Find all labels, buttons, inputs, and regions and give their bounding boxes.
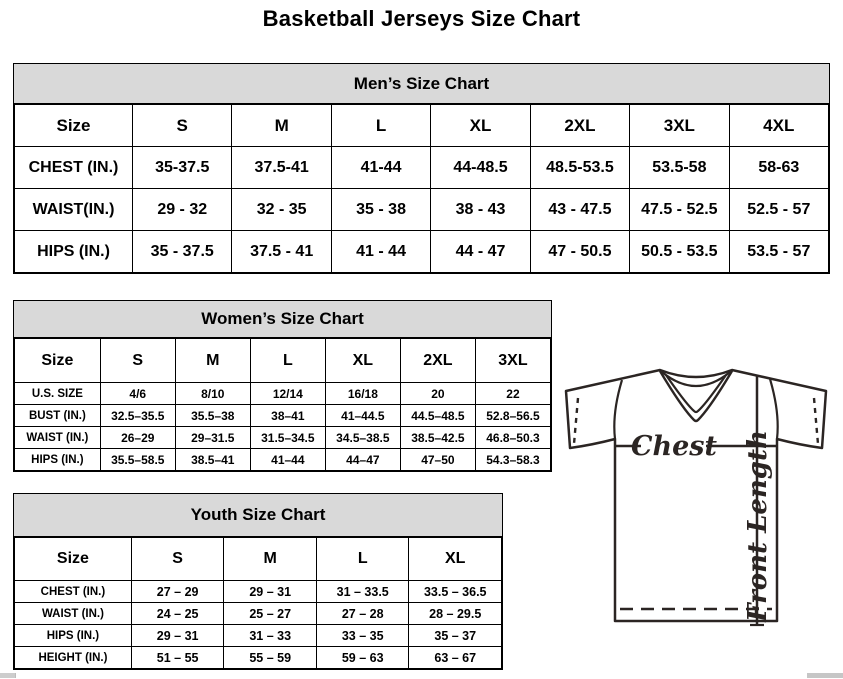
mens-chart-title: Men’s Size Chart — [14, 64, 829, 104]
value-cell: 35 – 37 — [409, 625, 502, 647]
value-cell: 48.5-53.5 — [530, 147, 629, 189]
row-label-cell: CHEST (IN.) — [15, 581, 132, 603]
value-cell: 12/14 — [250, 383, 325, 405]
row-label-cell: WAIST (IN.) — [15, 603, 132, 625]
value-cell: 35-37.5 — [133, 147, 232, 189]
value-cell: 44.5–48.5 — [400, 405, 475, 427]
value-cell: 26–29 — [100, 427, 175, 449]
horizontal-scrollbar-left-fragment[interactable] — [0, 673, 16, 678]
value-cell: 53.5 - 57 — [729, 231, 828, 273]
table-row — [15, 231, 829, 273]
value-cell: 33 – 35 — [316, 625, 409, 647]
value-cell: 47 - 50.5 — [530, 231, 629, 273]
table-row — [15, 405, 551, 427]
value-cell: 44 - 47 — [431, 231, 530, 273]
womens-chart-title: Women’s Size Chart — [14, 301, 551, 338]
size-column-header: 3XL — [475, 339, 550, 383]
page-title: Basketball Jerseys Size Chart — [262, 6, 581, 31]
value-cell: 38–41 — [250, 405, 325, 427]
value-cell: 54.3–58.3 — [475, 449, 550, 471]
value-cell: 41-44 — [331, 147, 430, 189]
mens-size-table — [14, 104, 829, 273]
value-cell: 16/18 — [325, 383, 400, 405]
table-row — [15, 189, 829, 231]
row-label-cell: CHEST (IN.) — [15, 147, 133, 189]
value-cell: 35 - 37.5 — [133, 231, 232, 273]
value-cell: 31 – 33 — [224, 625, 317, 647]
value-cell: 38.5–42.5 — [400, 427, 475, 449]
row-label-cell: BUST (IN.) — [15, 405, 101, 427]
value-cell: 41–44 — [250, 449, 325, 471]
value-cell: 46.8–50.3 — [475, 427, 550, 449]
value-cell: 41 - 44 — [331, 231, 430, 273]
value-cell: 35.5–58.5 — [100, 449, 175, 471]
value-cell: 47.5 - 52.5 — [630, 189, 729, 231]
table-row — [15, 603, 502, 625]
size-label-header: Size — [15, 105, 133, 147]
size-column-header: S — [131, 538, 224, 581]
value-cell: 59 – 63 — [316, 647, 409, 669]
size-column-header: 2XL — [400, 339, 475, 383]
womens-size-table — [14, 338, 551, 471]
value-cell: 35.5–38 — [175, 405, 250, 427]
table-row — [15, 449, 551, 471]
jersey-measurement-diagram — [556, 358, 836, 638]
size-column-header: L — [316, 538, 409, 581]
value-cell: 27 – 29 — [131, 581, 224, 603]
table-row — [15, 581, 502, 603]
value-cell: 37.5-41 — [232, 147, 331, 189]
table-row — [15, 647, 502, 669]
row-label-cell: U.S. SIZE — [15, 383, 101, 405]
front-length-label: Front Length — [743, 430, 773, 622]
value-cell: 32 - 35 — [232, 189, 331, 231]
value-cell: 29 – 31 — [224, 581, 317, 603]
value-cell: 27 – 28 — [316, 603, 409, 625]
row-label-cell: HEIGHT (IN.) — [15, 647, 132, 669]
size-column-header: M — [232, 105, 331, 147]
table-row — [15, 147, 829, 189]
value-cell: 33.5 – 36.5 — [409, 581, 502, 603]
value-cell: 47–50 — [400, 449, 475, 471]
table-row — [15, 625, 502, 647]
header-row — [15, 105, 829, 147]
value-cell: 43 - 47.5 — [530, 189, 629, 231]
value-cell: 63 – 67 — [409, 647, 502, 669]
value-cell: 51 – 55 — [131, 647, 224, 669]
horizontal-scrollbar-right-fragment[interactable] — [807, 673, 843, 678]
value-cell: 31 – 33.5 — [316, 581, 409, 603]
size-column-header: L — [331, 105, 430, 147]
value-cell: 20 — [400, 383, 475, 405]
value-cell: 4/6 — [100, 383, 175, 405]
value-cell: 28 – 29.5 — [409, 603, 502, 625]
size-column-header: XL — [431, 105, 530, 147]
youth-size-chart-section — [13, 493, 503, 670]
header-row — [15, 339, 551, 383]
value-cell: 35 - 38 — [331, 189, 430, 231]
value-cell: 29 - 32 — [133, 189, 232, 231]
size-label-header: Size — [15, 339, 101, 383]
value-cell: 38 - 43 — [431, 189, 530, 231]
value-cell: 41–44.5 — [325, 405, 400, 427]
size-column-header: S — [100, 339, 175, 383]
value-cell: 44-48.5 — [431, 147, 530, 189]
value-cell: 31.5–34.5 — [250, 427, 325, 449]
size-column-header: M — [224, 538, 317, 581]
jersey-diagram-svg — [556, 358, 836, 638]
size-column-header: M — [175, 339, 250, 383]
size-column-header: 4XL — [729, 105, 828, 147]
value-cell: 25 – 27 — [224, 603, 317, 625]
value-cell: 32.5–35.5 — [100, 405, 175, 427]
value-cell: 8/10 — [175, 383, 250, 405]
table-row — [15, 383, 551, 405]
value-cell: 34.5–38.5 — [325, 427, 400, 449]
youth-size-table — [14, 537, 502, 669]
youth-chart-title: Youth Size Chart — [14, 494, 502, 537]
size-column-header: 2XL — [530, 105, 629, 147]
value-cell: 52.5 - 57 — [729, 189, 828, 231]
value-cell: 38.5–41 — [175, 449, 250, 471]
row-label-cell: HIPS (IN.) — [15, 231, 133, 273]
value-cell: 37.5 - 41 — [232, 231, 331, 273]
value-cell: 50.5 - 53.5 — [630, 231, 729, 273]
table-row — [15, 427, 551, 449]
chest-label: Chest — [631, 431, 717, 462]
row-label-cell: HIPS (IN.) — [15, 625, 132, 647]
value-cell: 22 — [475, 383, 550, 405]
header-row — [15, 538, 502, 581]
jersey-outline — [566, 370, 826, 621]
value-cell: 24 – 25 — [131, 603, 224, 625]
row-label-cell: WAIST(IN.) — [15, 189, 133, 231]
size-column-header: S — [133, 105, 232, 147]
size-column-header: XL — [325, 339, 400, 383]
value-cell: 44–47 — [325, 449, 400, 471]
value-cell: 58-63 — [729, 147, 828, 189]
value-cell: 29–31.5 — [175, 427, 250, 449]
size-column-header: L — [250, 339, 325, 383]
value-cell: 29 – 31 — [131, 625, 224, 647]
womens-size-chart-section — [13, 300, 552, 472]
value-cell: 55 – 59 — [224, 647, 317, 669]
row-label-cell: HIPS (IN.) — [15, 449, 101, 471]
size-column-header: 3XL — [630, 105, 729, 147]
size-label-header: Size — [15, 538, 132, 581]
value-cell: 52.8–56.5 — [475, 405, 550, 427]
value-cell: 53.5-58 — [630, 147, 729, 189]
mens-size-chart-section — [13, 63, 830, 274]
size-column-header: XL — [409, 538, 502, 581]
row-label-cell: WAIST (IN.) — [15, 427, 101, 449]
